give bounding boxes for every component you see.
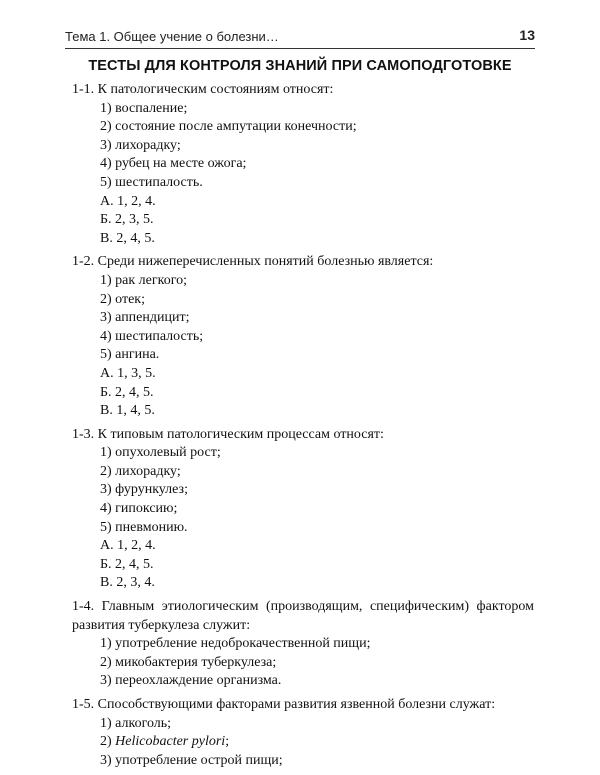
option-suffix: ;	[225, 734, 230, 750]
question-text: 1-2. Среди нижеперечисленных понятий болезнью является:	[72, 254, 434, 270]
option: 2) отек;	[100, 291, 146, 307]
option: 2) состояние после ампутации конечности;	[100, 119, 357, 135]
header-rule	[65, 48, 535, 49]
answer-choice: Б. 2, 3, 5.	[100, 212, 154, 228]
option: 5) ангина.	[100, 347, 160, 363]
question-1-3	[72, 426, 534, 593]
answer-choice: Б. 2, 4, 5.	[100, 384, 154, 400]
option: 3) аппендицит;	[100, 310, 190, 326]
answer-choice: В. 2, 4, 5.	[100, 230, 155, 246]
question-1-2	[72, 253, 534, 420]
question-1-1	[72, 81, 534, 248]
answer-choice: В. 1, 4, 5.	[100, 403, 155, 419]
option: 3) лихорадку;	[100, 137, 181, 153]
option: 3) фурункулез;	[100, 482, 188, 498]
answer-choice: А. 1, 3, 5.	[100, 365, 156, 381]
question-text: 1-1. К патологическим состояниям относят:	[72, 82, 334, 97]
option: 5) пневмонию.	[100, 519, 188, 535]
option: 1) употребление недоброкачественной пищи;	[100, 636, 371, 652]
section-title: ТЕСТЫ ДЛЯ КОНТРОЛЯ ЗНАНИЙ ПРИ САМОПОДГОТОВКЕ	[88, 58, 512, 74]
option: 3) употребление острой пищи;	[100, 752, 283, 768]
question-text: 1-3. К типовым патологическим процессам относят:	[72, 426, 384, 442]
chapter-topic: Тема 1. Общее учение о болезни…	[65, 29, 279, 44]
option-italic-term: Helicobacter pylori	[115, 734, 226, 750]
answer-choice: А. 1, 2, 4.	[100, 538, 156, 554]
question-text: 1-4. Главным этиологическим (производящим, специфическим) фактором развития туберкулеза служит:	[72, 599, 534, 633]
option: 4) гипоксию;	[100, 501, 178, 517]
answer-choice: А. 1, 2, 4.	[100, 193, 156, 209]
option: 1) воспаление;	[100, 100, 188, 116]
option: 1) опухолевый рост;	[100, 445, 221, 461]
question-text: 1-5. Способствующими факторами развития язвенной болезни служат:	[72, 697, 496, 712]
option	[72, 733, 534, 752]
option: 2) лихорадку;	[100, 463, 181, 479]
answer-choice: В. 2, 3, 4.	[100, 575, 155, 591]
question-1-4	[72, 598, 534, 691]
option: 1) алкоголь;	[100, 715, 172, 731]
option-prefix: 2)	[100, 734, 116, 750]
answer-choice: Б. 2, 4, 5.	[100, 556, 154, 572]
running-head	[65, 27, 535, 47]
option: 4) рубец на месте ожога;	[100, 156, 247, 172]
option: 4) шестипалость;	[100, 328, 204, 344]
question-1-5	[72, 696, 534, 770]
option: 2) микобактерия туберкулеза;	[100, 654, 277, 670]
option: 5) шестипалость.	[100, 174, 203, 190]
option: 3) переохлаждение организма.	[100, 673, 282, 689]
page-number: 13	[519, 27, 535, 43]
option: 1) рак легкого;	[100, 272, 187, 288]
test-questions	[72, 81, 534, 775]
